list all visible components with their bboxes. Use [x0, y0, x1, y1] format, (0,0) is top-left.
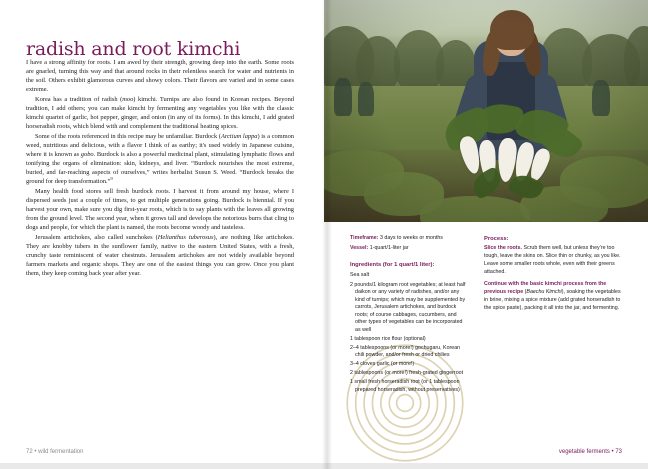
paragraph-4: Many health food stores sell fresh burdock roots. I harvest it from around my house, where I dispersed seeds just a couple of times, to get multiple generations going. Burdock is biennial. If you harvest your own, make sure you dig first-year roots, which is to say plants with the leaves all growing from the ground level. The second year, when it grows tall and develops the notorious burrs that cling to dogs and people, for which the plant is named, the roots become woody and tasteless.	[26, 187, 294, 232]
recipe-left-column	[350, 235, 468, 396]
process-paragraph-2: Continue with the basic kimchi process from the previous recipe (Baechu Kimchi), soaking the vegetables in brine, mixing a spice mixture (add grated horseradish to the spice paste), packing it all into the jar, and fermenting.	[484, 280, 621, 311]
ingredients-note: Sea salt	[350, 271, 370, 278]
footer-right: vegetable ferments • 73	[558, 449, 622, 455]
list-item: 1 tablespoon rice flour (optional)	[350, 335, 426, 342]
page-bottom-bar	[0, 463, 648, 469]
vessel-line	[350, 245, 468, 253]
body-text-column	[26, 58, 294, 279]
paragraph-1: I have a strong affinity for roots. I am awed by their strength, growing deep into the earth. Some roots are gnarled, turning this way and that around rocks in their relentless search for water and nutrients in the soil. Others exhibit glamorous curves and showy colors. Their flavors are varied and in some cases extreme.	[26, 59, 294, 94]
list-item: 3–4 cloves garlic (or more!)	[350, 361, 415, 368]
process-paragraph-1: Slice the roots. Scrub them well, but unless they’re too tough, leave the skins on. Slice thin or chunky, as you like. Leave some smaller roots whole, even with their greens attached.	[484, 245, 621, 275]
paragraph-2: Korea has a tradition of radish (moo) kimchi. Turnips are also found in Korean recipes. Beyond tradition, I add others; you can make kimchi by fermenting any vegetables you like with the classic kimchi quartet of garlic, hot pepper, ginger, and onion (in any of its forms). In this kimchi, I add grated horseradish roots, which blend with and complement the traditional heating spices.	[26, 95, 295, 131]
ingredients-list	[350, 282, 468, 395]
photo-vignette	[324, 0, 648, 222]
list-item: 1 small fresh horseradish root (or 1 tablespoon prepared horseradish, without preservatives)	[350, 379, 460, 393]
vessel-value: 1-quart/1-liter jar	[369, 245, 409, 252]
paragraph-3: Some of the roots referenced in this recipe may be unfamiliar. Burdock (Arctium lappa) is a common weed, nutritious and delicious, with a flavor I think of as earthy; it's used widely in Japanese cuisine, where it is known as gobo. Burdock is also a powerful medicinal plant, stimulating lymphatic flows and tonifying the organs of elimination: skin, kidneys, and liver. “Burdock nourishes the most extreme, buried, and far-reaching aspects of ourselves,” writes herbalist Susun S. Weed. “Burdock breaks the ground for deep transformation.”$^9$	[26, 132, 294, 186]
list-item: 2–4 tablespoons (or more!) gochugaru, Korean chili powder, and/or fresh or dried chilies	[350, 344, 461, 359]
paragraph-5: Jerusalem artichokes, also called sunchokes (Helianthus tuberosus), are nothing like artichokes. They are knobby tubers in the sunflower family, native to the eastern United States, with a fresh, crunchy taste reminiscent of water chestnuts. Jerusalem artichokes are not widely available beyond farmers markets and organic shops. They are one of the easiest things you can grow. Once you plant them, they keep coming back year after year.	[26, 233, 295, 278]
list-item: 2 tablespoons (or more!) fresh-grated gingerroot	[350, 370, 464, 377]
recipe-right-column	[484, 235, 622, 317]
process-heading: Process:	[484, 236, 509, 242]
right-page	[324, 0, 648, 469]
vessel-label: Vessel:	[350, 245, 369, 252]
timeframe-value: 3 days to weeks or months	[379, 235, 443, 241]
timeframe-line	[350, 235, 468, 243]
ingredients-heading: Ingredients (for 1 quart/1 liter):	[350, 262, 435, 269]
page-title: radish and root kimchi	[26, 37, 241, 60]
recipe-block	[324, 222, 648, 469]
footer-left: 72 • wild fermentation	[26, 449, 84, 455]
list-item: 2 pounds/1 kilogram root vegetables; at least half daikon or any variety of radishes, and/or any kind of turnips; which may be supplemented by carrots, Jerusalem artichokes, and burdock roots; of course cabbages, cucumbers, and other types of vegetables can be incorporated as well	[350, 281, 466, 333]
timeframe-label: Timeframe:	[350, 235, 379, 241]
harvest-photo	[324, 0, 648, 222]
